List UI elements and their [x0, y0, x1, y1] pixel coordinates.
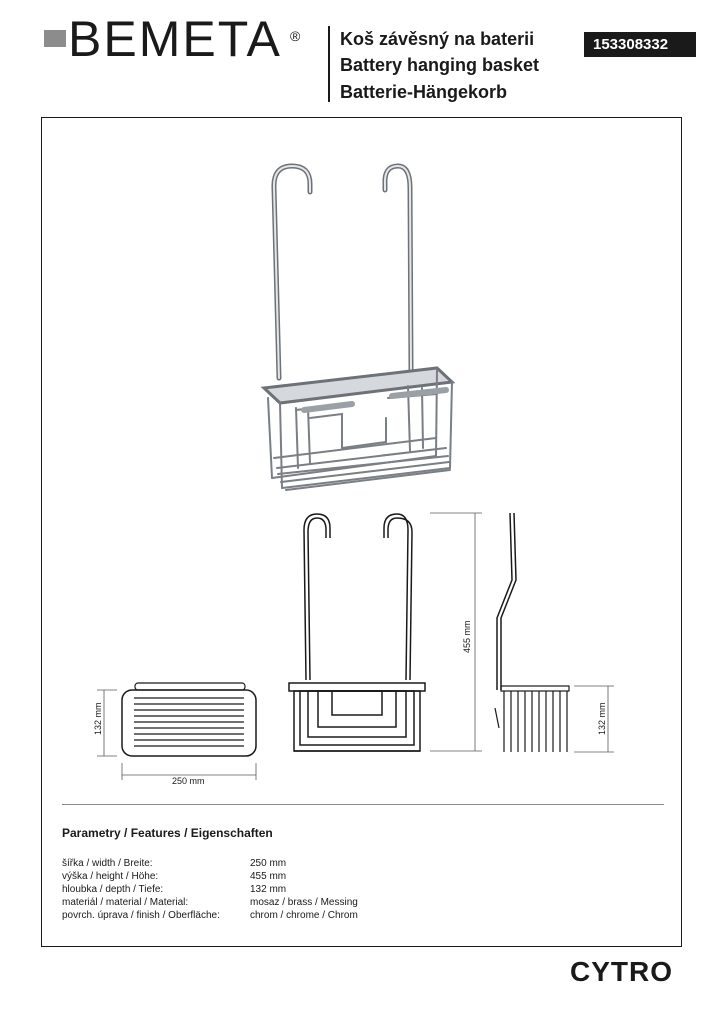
logo-mark — [44, 30, 66, 47]
spec-label: materiál / material / Material: — [62, 897, 189, 908]
spec-row — [62, 883, 482, 896]
spec-label: výška / height / Höhe: — [62, 871, 159, 882]
spec-label: šířka / width / Breite: — [62, 858, 153, 869]
technical-drawing — [42, 118, 683, 802]
title-english: Battery hanging basket — [340, 55, 540, 75]
width-dim-label: 250 mm — [172, 776, 205, 786]
product-render — [264, 166, 452, 490]
depth-dim-label-front: 132 mm — [93, 702, 103, 735]
spec-value: mosaz / brass / Messing — [250, 897, 358, 908]
spec-row — [62, 909, 482, 922]
brand-logo: BEMETA — [68, 11, 282, 67]
spec-row — [62, 896, 482, 909]
header-divider — [328, 26, 330, 102]
registered-mark: ® — [290, 28, 301, 44]
depth-dim-label-side: 132 mm — [597, 702, 607, 735]
product-code-badge: 153308332 — [584, 32, 696, 57]
spec-label: povrch. úprava / finish / Oberfläche: — [62, 910, 220, 921]
spec-row — [62, 870, 482, 883]
height-dim-label: 455 mm — [462, 620, 472, 653]
spec-value: 250 mm — [250, 858, 287, 869]
spec-value: 455 mm — [250, 871, 287, 882]
title-czech: Koš závěsný na baterii — [340, 29, 535, 49]
spec-value: chrom / chrome / Chrom — [250, 910, 358, 921]
product-name: CYTRO — [570, 956, 673, 987]
side-view — [495, 513, 569, 752]
front-view — [289, 514, 425, 751]
top-view — [122, 683, 256, 756]
params-divider — [62, 804, 664, 805]
params-title: Parametry / Features / Eigenschaften — [62, 826, 273, 840]
spec-row — [62, 857, 482, 870]
content-frame — [41, 117, 682, 947]
title-german: Batterie-Hängekorb — [340, 82, 508, 102]
spec-value: 132 mm — [250, 884, 287, 895]
spec-label: hloubka / depth / Tiefe: — [62, 884, 164, 895]
